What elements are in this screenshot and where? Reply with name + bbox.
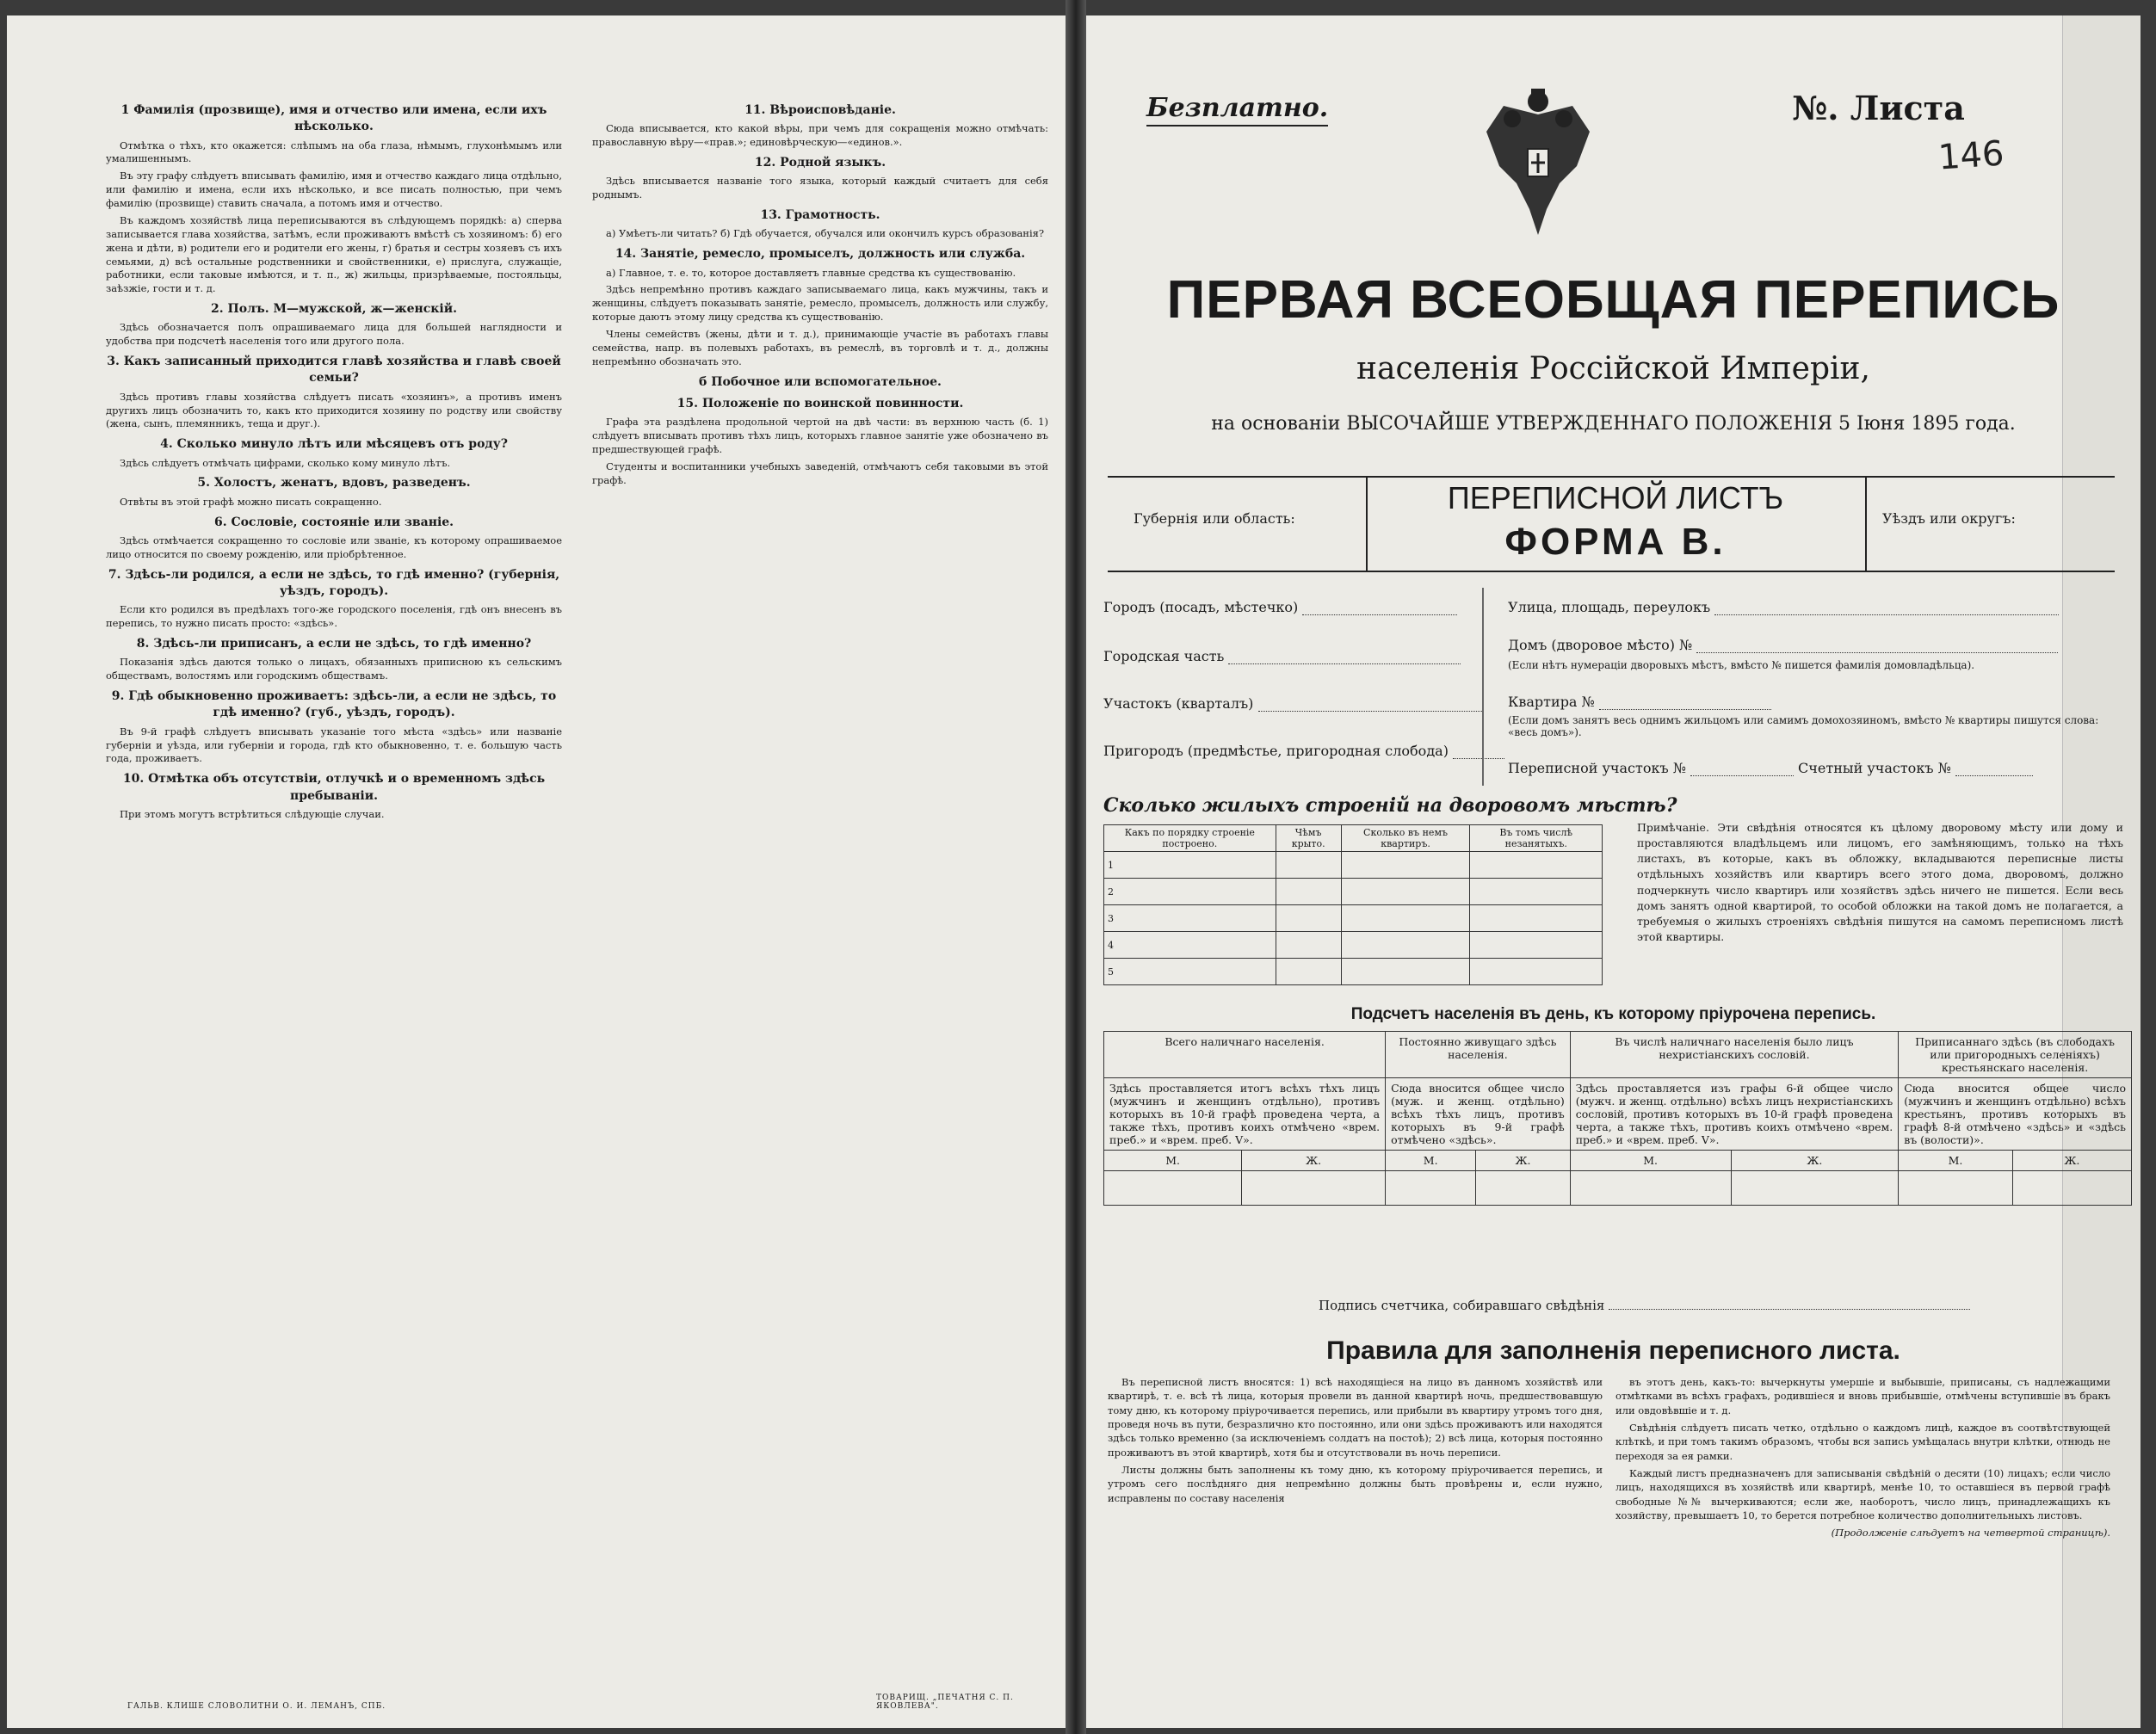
enumerator-signature: Подпись счетчика, собиравшаго свѣдѣнія: [1319, 1298, 1970, 1313]
instructions-column-2: [592, 97, 1048, 491]
address-street: Улица, площадь, переулокъ: [1508, 599, 2059, 615]
count-description: Здѣсь проставляется изъ графы 6-й общее число (мужч. и женщ. отдѣльно) всѣхъ лицъ нехристіанскихъ сословій, противъ которыхъ въ 10-й графѣ проведена черта, а также тѣхъ, противъ коихъ отмѣчено «врем. преб.» и «врем. преб. V».: [1570, 1078, 1898, 1151]
male-label: М.: [1570, 1151, 1731, 1171]
count-header: Въ числѣ наличнаго населенія было лицъ нехристіанскихъ сословій.: [1570, 1032, 1898, 1078]
table-row: 1: [1104, 852, 1603, 879]
form-header-bottom-rule: [1108, 571, 2115, 572]
instruction-text: Если кто родился въ предѣлахъ того-же городского поселенія, гдѣ онъ внесенъ въ перепись, то нужно писать просто: «здѣсь».: [106, 603, 562, 630]
instruction-text: Въ 9-й графѣ слѣдуетъ вписывать указаніе того мѣста «здѣсь» или названіе губерніи и уѣзда, или губерніи и города, гдѣ кто обыкновенно, т. е. большую часть года, проживаетъ.: [106, 725, 562, 765]
instruction-heading: 10. Отмѣтка объ отсутствіи, отлучкѣ и о временномъ здѣсь пребываніи.: [122, 772, 546, 803]
instruction-text: Въ эту графу слѣдуетъ вписывать фамилію, имя и отчество каждаго лица отдѣльно, или фамилію и имена, если ихъ нѣсколько, и все писать полностью, при чемъ фамилію (прозвище) ставить сначала, а потомъ имя и отчество.: [106, 170, 562, 210]
instruction-heading: 15. Положеніе по воинской повинности.: [676, 396, 964, 410]
form-header-row: [1108, 476, 2115, 571]
instruction-text: Графа эта раздѣлена продольной чертой на двѣ части: въ верхнюю часть (б. 1) слѣдуетъ вписывать противъ тѣхъ лицъ, которыхъ главное занятіе уже обозначено въ предшествующей графѣ.: [592, 416, 1048, 455]
instruction-text: а) Умѣетъ-ли читать? б) Гдѣ обучается, обучался или окончилъ курсъ образованія?: [606, 227, 1045, 240]
handwritten-sheet-number: 146: [1937, 133, 2005, 178]
dwellings-table: [1103, 824, 1603, 985]
count-description: Сюда вносится общее число (мужчинъ и женщинъ отдѣльно) всѣхъ крестьянъ, противъ которыхъ въ графѣ 8-й отмѣчено «здѣсь» и «здѣсь въ (волости)».: [1899, 1078, 2132, 1151]
left-page: [7, 15, 1066, 1728]
printer-credit-right: ТОВАРИЩ. „ПЕЧАТНЯ С. П. ЯКОВЛЕВА".: [876, 1694, 1014, 1711]
female-label: Ж.: [1731, 1151, 1899, 1171]
address-divider: [1482, 588, 1484, 786]
count-header: Всего наличнаго населенія.: [1104, 1032, 1386, 1078]
instruction-text: Здѣсь обозначается полъ опрашиваемаго лица для большей наглядности и удобства при подсчетѣ населенія того или другого пола.: [106, 321, 562, 348]
instruction-heading: 9. Гдѣ обыкновенно проживаетъ: здѣсь-ли, а если не здѣсь, то гдѣ именно? (губ., уѣздъ, городъ).: [111, 689, 557, 720]
instruction-text: Отмѣтка о тѣхъ, кто окажется: слѣпымъ на оба глаза, нѣмымъ, глухонѣмымъ или умалишеннымъ.: [106, 139, 562, 165]
dwellings-note: Примѣчаніе. Эти свѣдѣнія относятся къ цѣлому дворовому мѣсту или дому и проставляются владѣльцемъ или лицомъ, его замѣняющимъ, только на тѣхъ листахъ, въ которые, какъ въ обложку, вкладываются переписные листы отдѣльныхъ хозяйствъ или квартиръ всего этого дома, дворовомъ, должно подчеркнуть число квартиръ или хозяйствъ здѣсь ничего не пишется. Если весь домъ занятъ одной квартирой, то особой обложки на такой домъ не полагается, а требуемыя о жилыхъ строеніяхъ свѣдѣнія пишутся на самомъ переписномъ листѣ этой квартиры.: [1637, 821, 2123, 943]
instructions-column-1: [106, 97, 562, 825]
male-label: М.: [1386, 1151, 1476, 1171]
address-flat: Квартира №: [1508, 694, 1771, 710]
instruction-heading: 12. Родной языкъ.: [754, 156, 886, 170]
count-header: Приписаннаго здѣсь (въ слободахъ или пригородныхъ селеніяхъ) крестьянскаго населенія.: [1899, 1032, 2132, 1078]
address-flat-note: (Если домъ занятъ весь однимъ жильцомъ или самимъ домохозяиномъ, вмѣсто № квартиры пишутся слова: «весь домъ»).: [1508, 714, 2099, 738]
instruction-heading: 3. Какъ записанный приходится главѣ хозяйства и главѣ своей семьи?: [107, 355, 561, 386]
census-title: ПЕРВАЯ ВСЕОБЩАЯ ПЕРЕПИСЬ: [1166, 270, 2060, 330]
count-header: Постоянно живущаго здѣсь населенія.: [1386, 1032, 1571, 1078]
form-header-divider: [1366, 476, 1368, 571]
female-label: Ж.: [2012, 1151, 2131, 1171]
male-label: М.: [1104, 1151, 1242, 1171]
instruction-text: Члены семействъ (жены, дѣти и т. д.), принимающіе участіе въ работахъ главы семейства, напр. въ полевыхъ работахъ, въ ремеслѣ, въ торговлѣ и т. д., должны непремѣнно обозначать это.: [592, 327, 1048, 367]
female-label: Ж.: [1242, 1151, 1386, 1171]
rules-column-1: Въ переписной листъ вносятся: 1) всѣ находящіеся на лицо въ данномъ хозяйствѣ или квартирѣ, т. е. всѣ тѣ лица, которыя провели въ данной квартирѣ ночь, предшествовавшую тому дню, къ которому пріурочивается перепись, или прибыли въ квартиру утромъ того дня, проведя ночь въ пути, безразлично кто постоянно, или они здѣсь проживаютъ или находятся здѣсь только временно (за исключеніемъ солдатъ на постоѣ); 2) всѣ лица, которыя постоянно проживаютъ въ этой квартирѣ, хотя бы и отсутствовали въ ночь переписи. Листы должны быть заполнены къ тому дню, къ которому пріурочивается перепись, и утромъ сего послѣдняго дня непремѣнно должны быть провѣрены и, если нужно, исправлены по составу населенія: [1108, 1376, 1603, 1504]
count-description: Здѣсь проставляется итогъ всѣхъ тѣхъ лицъ (мужчинъ и женщинъ отдѣльно), противъ которыхъ въ 10-й графѣ проведена черта, а также тѣхъ, противъ коихъ отмѣчено «врем. преб.» и «врем. преб. V».: [1104, 1078, 1386, 1151]
dwellings-header: Сколько въ немъ квартиръ.: [1341, 825, 1470, 852]
instruction-text: Въ каждомъ хозяйствѣ лица переписываются въ слѣдующемъ порядкѣ: а) сперва записывается глава хозяйства, затѣмъ, если проживаютъ вмѣстѣ съ хозяиномъ: б) его жена и дѣти, в) родители его и родители его жены, г) братья и сестры хозяевъ съ ихъ семьями, д) всѣ остальные родственники и свойственники, е) прислуга, служащіе, работники, если таковые имѣются, и т. п., ж) жильцы, призрѣваемые, постояльцы, заѣзжіе, гости и т. д.: [106, 213, 562, 295]
instruction-heading: 5. Холостъ, женатъ, вдовъ, разведенъ.: [197, 476, 471, 491]
address-city-part: Городская часть: [1103, 648, 1461, 664]
rules-title: Правила для заполненія переписного листа.: [1326, 1336, 1900, 1365]
table-row: 4: [1104, 932, 1603, 959]
census-subtitle: населенія Россійской Имперіи,: [1356, 351, 1870, 386]
address-house-note: (Если нѣтъ нумераціи дворовыхъ мѣстъ, вмѣсто № пишется фамилія домовладѣльца).: [1508, 659, 1975, 671]
instruction-heading: 14. Занятіе, ремесло, промыселъ, должность или служба.: [615, 247, 1026, 262]
instruction-text: Отвѣты въ этой графѣ можно писать сокращенно.: [120, 495, 382, 508]
instruction-text: При этомъ могутъ встрѣтиться слѣдующіе случаи.: [120, 807, 385, 820]
right-page: [1086, 15, 2141, 1728]
instruction-heading: 6. Сословіе, состояніе или званіе.: [213, 515, 454, 529]
address-census-area: Переписной участокъ № Счетный участокъ №: [1508, 760, 2033, 776]
address-city: Городъ (посадъ, мѣстечко): [1103, 599, 1457, 615]
form-header-divider: [1865, 476, 1867, 571]
male-label: М.: [1899, 1151, 2013, 1171]
address-suburb: Пригородъ (предмѣстье, пригородная слобода): [1103, 743, 1504, 759]
free-label: Безплатно.: [1146, 93, 1329, 123]
instruction-text: Здѣсь отмѣчается сокращенно то сословіе или званіе, къ которому опрашиваемое лицо относится по своему рожденію, или пріобрѣтенное.: [106, 534, 562, 560]
instruction-text: Показанія здѣсь даются только о лицахъ, обязанныхъ приписною къ сельскимъ обществамъ, волостямъ или городскимъ обществамъ.: [106, 656, 562, 682]
dwellings-header: Въ томъ числѣ незанятыхъ.: [1470, 825, 1603, 852]
instruction-heading: 4. Сколько минуло лѣтъ или мѣсяцевъ отъ роду?: [160, 437, 508, 452]
form-type: ФОРМА В.: [1504, 521, 1727, 563]
instruction-text: Здѣсь слѣдуетъ отмѣчать цифрами, сколько кому минуло лѣтъ.: [120, 456, 451, 469]
instruction-text: а) Главное, т. е. то, которое доставляетъ главные средства къ существованію.: [606, 266, 1016, 279]
instruction-text: Сюда вписывается, кто какой вѣры, при чемъ для сокращенія можно отмѣчать: православную вѣру—«прав.»; единовѣрческую—«единов.».: [592, 122, 1048, 149]
instruction-heading: 11. Вѣроисповѣданіе.: [744, 103, 896, 117]
guberniya-label: Губернія или область:: [1134, 510, 1295, 527]
instruction-heading: 8. Здѣсь-ли приписанъ, а если не здѣсь, то гдѣ именно?: [136, 637, 532, 651]
instruction-heading: 13. Грамотность.: [760, 208, 880, 223]
instruction-text: Здѣсь непремѣнно противъ каждаго записываемаго лица, какъ мужчины, такъ и женщины, слѣдуетъ показывать занятіе, ремесло, промыселъ, должность или службу, которые даютъ этому лицу средства къ существованію.: [592, 283, 1048, 324]
form-title: ПЕРЕПИСНОЙ ЛИСТЪ: [1447, 480, 1784, 515]
double-headed-eagle-emblem: [1478, 80, 1598, 244]
census-legal-basis: на основаніи ВЫСОЧАЙШЕ УТВЕРЖДЕННАГО ПОЛОЖЕНІЯ 5 Іюня 1895 года.: [1211, 413, 2016, 435]
female-label: Ж.: [1476, 1151, 1571, 1171]
address-house: Домъ (дворовое мѣсто) №: [1508, 637, 2058, 653]
address-district: Участокъ (кварталъ): [1103, 695, 1482, 712]
printer-credit-left: ГАЛЬВ. КЛИШЕ СЛОВОЛИТНИ О. И. ЛЕМАНЪ, СПБ.: [127, 1702, 386, 1711]
instruction-heading: 2. Полъ. М—мужской, ж—женскій.: [211, 302, 457, 317]
sheet-number-label: №. Листа: [1792, 89, 1965, 127]
instruction-heading: 1 Фамилія (прозвище), имя и отчество или имена, если ихъ нѣсколько.: [120, 103, 547, 134]
instruction-text: Студенты и воспитанники учебныхъ заведеній, отмѣчаютъ себя таковыми въ этой графѣ.: [592, 460, 1048, 486]
dwellings-question: Сколько жилыхъ строеній на дворовомъ мѣстѣ?: [1103, 794, 1677, 817]
table-row: 2: [1104, 879, 1603, 905]
instruction-heading: б Побочное или вспомогательное.: [699, 374, 942, 389]
dwellings-header: Чѣмъ крыто.: [1276, 825, 1341, 852]
count-description: Сюда вносится общее число (муж. и женщ. отдѣльно) всѣхъ тѣхъ лицъ, противъ которыхъ въ 9-й графѣ отмѣчено «здѣсь».: [1386, 1078, 1571, 1151]
rules-column-2: въ этотъ день, какъ-то: вычеркнуты умершіе и выбывшіе, приписаны, съ надлежащими отмѣтками въ всѣхъ графахъ, родившіеся и вновь прибывшіе, отмѣчены вступившіе въ бракъ или овдовѣвшіе и т. д. Свѣдѣнія слѣдуетъ писать четко, отдѣльно о каждомъ лицѣ, каждое въ соотвѣтствующей клѣткѣ, и при томъ такимъ образомъ, чтобы вся запись умѣщалась внутри клѣтки, отнюдь не переходя за ея рамки. Каждый листъ предназначенъ для записыванія свѣдѣній о десяти (10) лицахъ; если число лицъ, находящихся въ хозяйствѣ или квартирѣ, менѣе 10, то оставшіеся въ первой графѣ свободные №№ вычеркиваются; если же, наоборотъ, число лицъ, принадлежащихъ къ хозяйству, превышаетъ 10, то берется потребное количество дополнительныхъ листовъ. (Продолженіе слѣдуетъ на четвертой страницѣ).: [1615, 1376, 2110, 1540]
population-count-title: Подсчетъ населенія въ день, къ которому пріурочена перепись.: [1350, 1005, 1876, 1023]
book-spine: [1066, 0, 1086, 1734]
instruction-heading: 7. Здѣсь-ли родился, а если не здѣсь, то гдѣ именно? (губернія, уѣздъ, городъ).: [108, 567, 560, 598]
uezd-label: Уѣздъ или округъ:: [1882, 510, 2016, 527]
instruction-text: Здѣсь вписывается названіе того языка, который каждый считаетъ для себя роднымъ.: [592, 175, 1048, 201]
dwellings-header: Какъ по порядку строеніе построено.: [1104, 825, 1276, 852]
table-row: 5: [1104, 959, 1603, 985]
population-count-table: [1103, 1031, 2132, 1206]
instruction-text: Здѣсь противъ главы хозяйства слѣдуетъ писать «хозяинъ», а противъ именъ другихъ лицъ обозначить то, какъ кто приходится хозяину по родству или свойству (жена, сынъ, племянникъ, теща и друг.).: [106, 390, 562, 430]
table-row: 3: [1104, 905, 1603, 932]
